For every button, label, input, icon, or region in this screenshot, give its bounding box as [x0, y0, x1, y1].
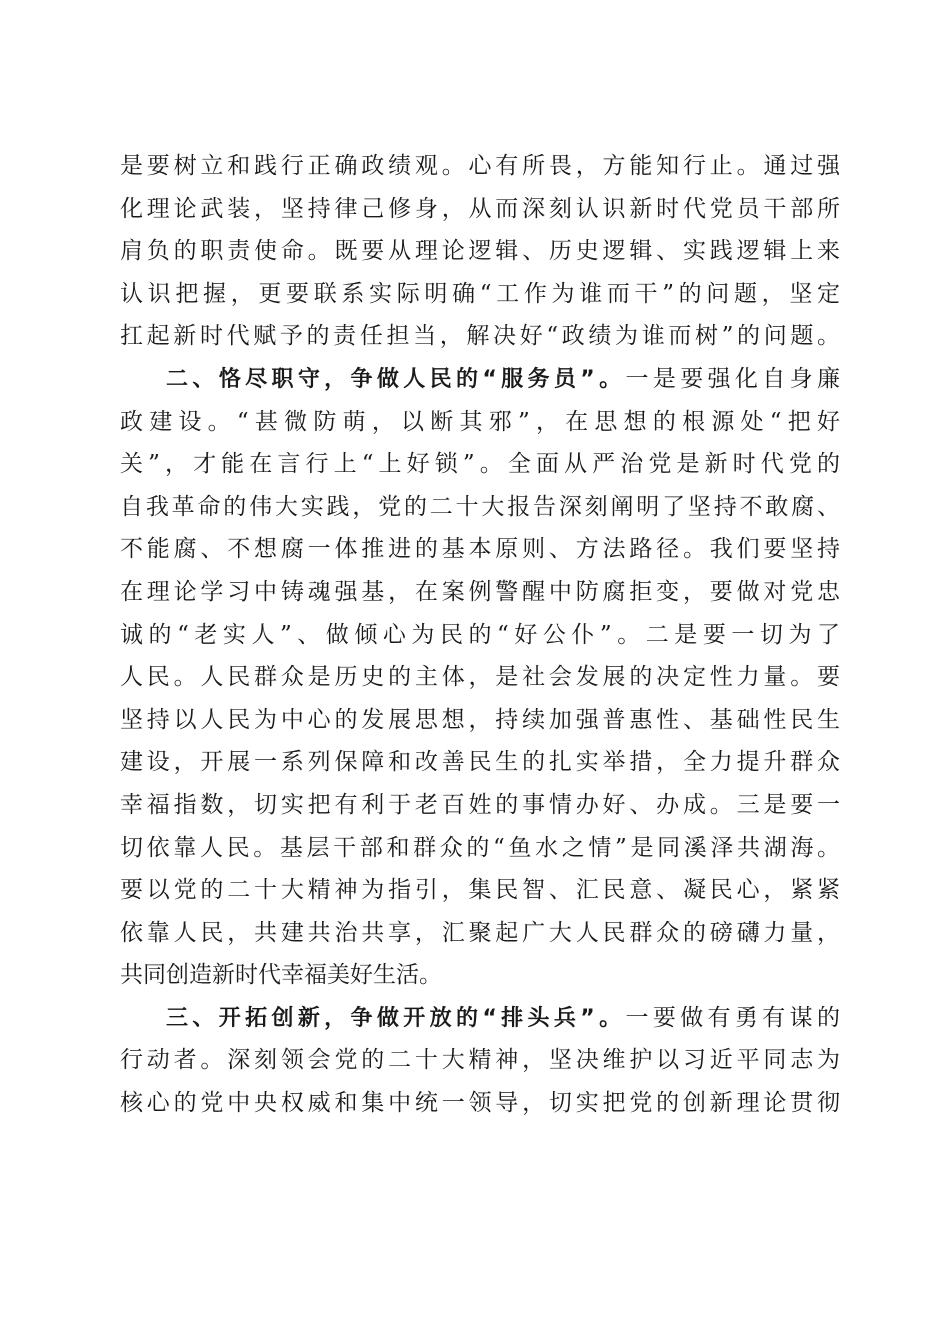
paragraph-2-line: 坚持以人民为中心的发展思想，持续加强普惠性、基础性民生 [120, 706, 840, 733]
paragraph-2-line: 关”，才能在言行上“上好锁”。全面从严治党是新时代党的 [120, 451, 840, 478]
paragraph-3-line: 核心的党中央权威和集中统一领导，切实把党的创新理论贯彻 [120, 1090, 840, 1117]
paragraph-2-line: 切依靠人民。基层干部和群众的“鱼水之情”是同溪泽共湖海。 [120, 834, 840, 861]
paragraph-2-line: 依靠人民，共建共治共享，汇聚起广大人民群众的磅礴力量， [120, 919, 840, 946]
paragraph-2-line: 共同创造新时代幸福美好生活。 [120, 962, 442, 989]
paragraph-1-line: 扛起新时代赋予的责任担当，解决好“政绩为谁而树”的问题。 [120, 323, 840, 350]
document-body [120, 145, 840, 1125]
paragraph-3 [120, 997, 840, 1125]
paragraph-2-line: 自我革命的伟大实践，党的二十大报告深刻阐明了坚持不敢腐、 [120, 493, 840, 520]
paragraph-2-line: 人民。人民群众是历史的主体，是社会发展的决定性力量。要 [120, 664, 840, 691]
paragraph-1 [120, 145, 840, 358]
paragraph-1-line: 化理论武装，坚持律己修身，从而深刻认识新时代党员干部所 [120, 195, 840, 222]
paragraph-2-first-line [120, 358, 840, 401]
section-heading-3: 三、开拓创新，争做开放的“排头兵”。 [166, 1005, 626, 1031]
paragraph-1-line: 肩负的职责使命。既要从理论逻辑、历史逻辑、实践逻辑上来 [120, 238, 840, 265]
paragraph-2-line: 诚的“老实人”、做倾心为民的“好公仆”。二是要一切为了 [120, 621, 840, 648]
paragraph-2-line: 不能腐、不想腐一体推进的基本原则、方法路径。我们要坚持 [120, 536, 840, 563]
paragraph-1-line: 是要树立和践行正确政绩观。心有所畏，方能知行止。通过强 [120, 153, 840, 179]
paragraph-3-first-line-text: 一要做有勇有谋的 [625, 1004, 840, 1031]
paragraph-3-first-line [120, 997, 840, 1040]
paragraph-2-line: 在理论学习中铸魂强基，在案例警醒中防腐拒变，要做对党忠 [120, 578, 840, 605]
paragraph-2-line: 要以党的二十大精神为指引，集民智、汇民意、凝民心，紧紧 [120, 877, 840, 904]
paragraph-2-first-line-text: 一是要强化自身廉 [625, 365, 840, 392]
paragraph-2-line: 幸福指数，切实把有利于老百姓的事情办好、办成。三是要一 [120, 791, 840, 818]
section-heading-2: 二、恪尽职守，争做人民的“服务员”。 [166, 366, 626, 392]
paragraph-2-line: 政建设。“甚微防萌，以断其邪”，在思想的根源处“把好 [120, 408, 840, 435]
paragraph-1-line: 认识把握，更要联系实际明确“工作为谁而干”的问题，坚定 [120, 280, 840, 307]
paragraph-2-line: 建设，开展一系列保障和改善民生的扎实举措，全力提升群众 [120, 749, 840, 776]
paragraph-3-line: 行动者。深刻领会党的二十大精神，坚决维护以习近平同志为 [120, 1047, 840, 1074]
paragraph-2 [120, 358, 840, 997]
